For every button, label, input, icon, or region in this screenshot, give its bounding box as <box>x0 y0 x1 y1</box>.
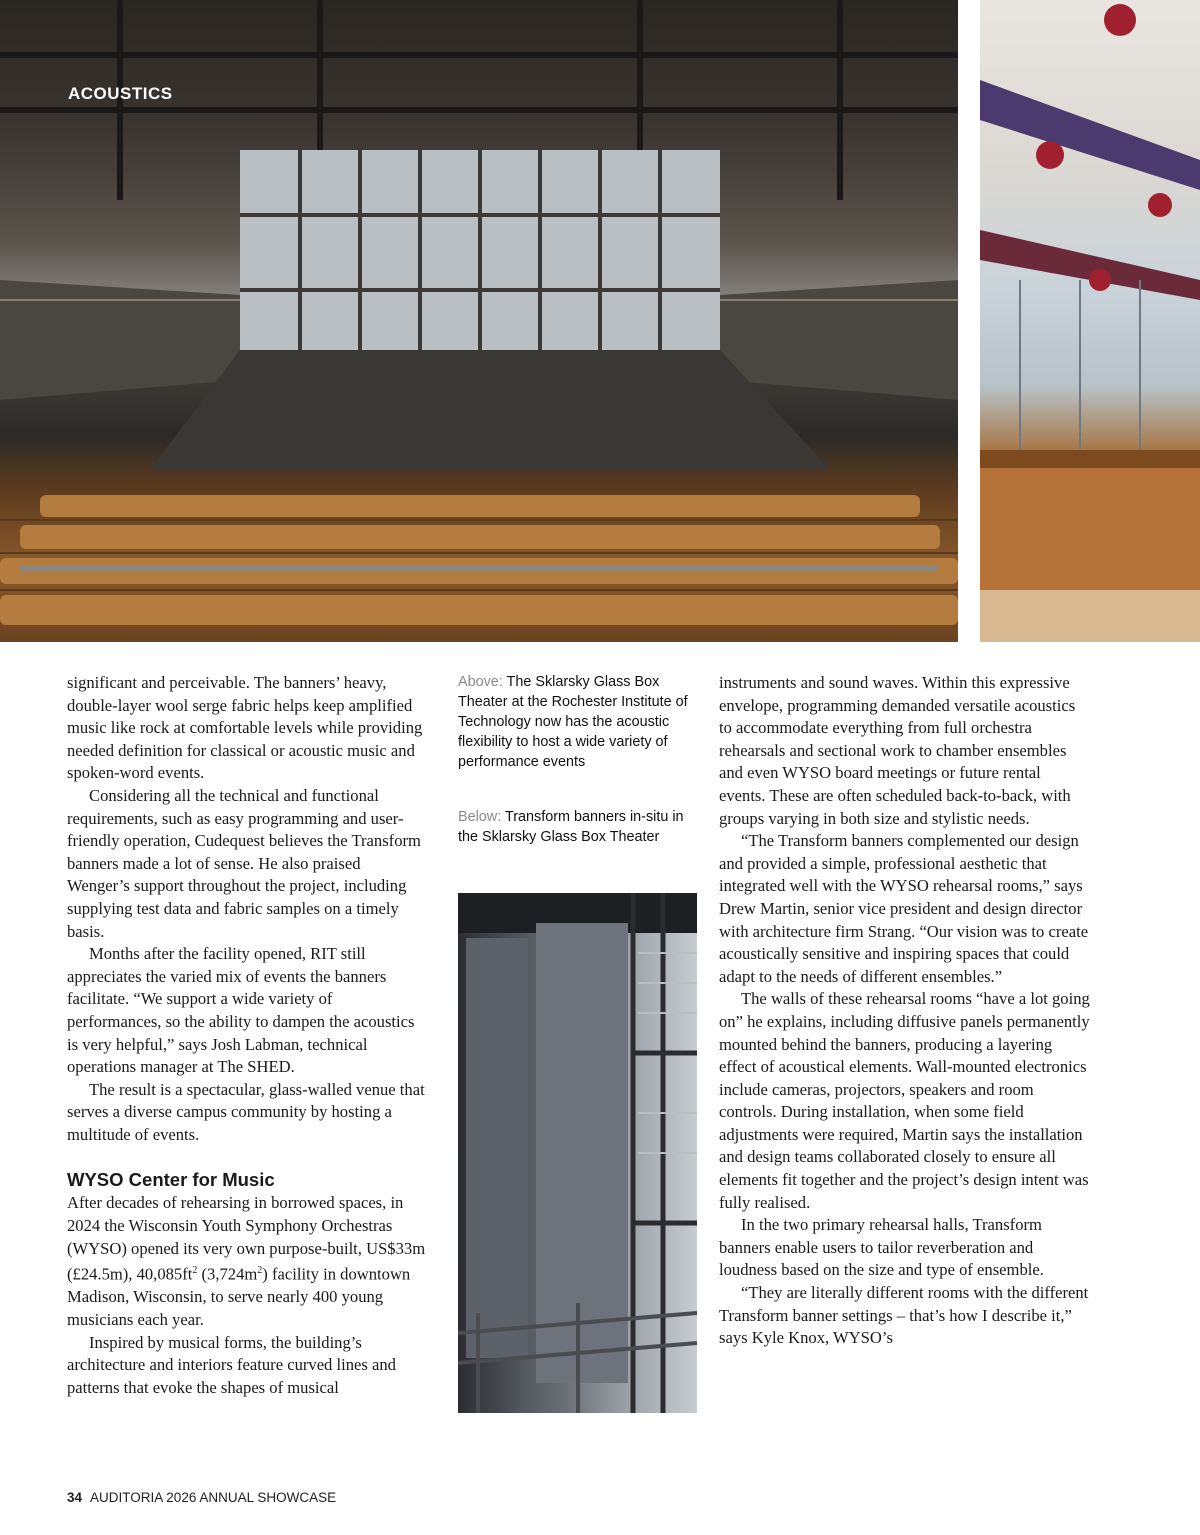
p5-part-a: After decades of rehearsing in borrowed spaces, in 2024 the Wisconsin Youth Symphony Orchestras (WYSO) opened its very own purpose-built, US$33m (£24.5m), 40,085ft <box>67 1193 426 1284</box>
caption-below-lead: Below: <box>458 809 502 825</box>
right-paragraph-5: “They are literally different rooms with the different Transform banner settings – that’s how I describe it,” says Kyle Knox, WYSO’s <box>719 1283 1089 1348</box>
rehearsal-hall-illustration <box>980 0 1200 642</box>
left-paragraph-5 <box>67 1192 427 1331</box>
right-paragraph-3: The walls of these rehearsal rooms “have a lot going on” he explains, including diffusive panels permanently mounted behind the banners, producing a layering effect of acoustical elements. Wall-mounted electronics include cameras, projectors, speakers and room controls. During installation, when some field adjustments were required, Martin says the installation and design teams collaborated closely to ensure all elements fit together and the project’s design intent was fully realised. <box>719 989 1090 1212</box>
section-label: ACOUSTICS <box>68 84 173 103</box>
rehearsal-hall-photo <box>980 0 1200 642</box>
caption-below <box>458 807 690 847</box>
caption-above <box>458 672 690 772</box>
caption-above-lead: Above: <box>458 674 503 690</box>
left-paragraph-3: Months after the facility opened, RIT still appreciates the varied mix of events the banners facilitate. “We support a wide variety of performances, so the ability to dampen the acoustics is very helpful,” says Josh Labman, technical operations manager at The SHED. <box>67 944 415 1077</box>
banners-photo <box>458 893 697 1413</box>
subheading-wyso: WYSO Center for Music <box>67 1169 275 1191</box>
caption-below-text: Transform banners in-situ in the Sklarsky Glass Box Theater <box>458 809 684 845</box>
p5-part-b: (3,724m <box>197 1264 258 1284</box>
p5-superscript-2: 2 <box>257 1265 263 1277</box>
right-paragraph-1: instruments and sound waves. Within this expressive envelope, programming demanded versatile acoustics to accommodate everything from full orchestra rehearsals and sectional work to chamber ensembles and even WYSO board meetings or future rental events. These are often scheduled back-to-back, with groups varying in both size and stylistic needs. <box>719 673 1076 828</box>
caption-above-text: The Sklarsky Glass Box Theater at the Rochester Institute of Technology now has the acoustic flexibility to host a wide variety of performance events <box>458 674 688 770</box>
publication-name: AUDITORIA 2026 ANNUAL SHOWCASE <box>90 1490 337 1505</box>
left-column <box>67 672 427 1399</box>
left-paragraph-1: significant and perceivable. The banners’ heavy, double-layer wool serge fabric helps keep amplified music like rock at comfortable levels while providing needed definition for classical or acoustic music and spoken-word events. <box>67 673 423 783</box>
left-paragraph-2: Considering all the technical and functional requirements, such as easy programming and user-friendly operation, Cudequest believes the Transform banners made a lot of sense. He also praised Wenger’s support throughout the project, including supplying test data and fabric samples on a timely basis. <box>67 785 421 941</box>
left-paragraph-4: The result is a spectacular, glass-walled venue that serves a diverse campus community by hosting a multitude of events. <box>67 1079 425 1144</box>
p5-part-c: ) facility in downtown Madison, Wisconsin, to serve nearly 400 young musicians each year. <box>67 1264 411 1329</box>
page-footer <box>67 1490 336 1505</box>
right-column <box>719 672 1091 1350</box>
left-paragraph-6: Inspired by musical forms, the building’s architecture and interiors feature curved lines and patterns that evoke the shapes of musical <box>67 1332 396 1397</box>
banners-illustration <box>458 893 697 1413</box>
p5-superscript-1: 2 <box>192 1265 198 1277</box>
right-paragraph-4: In the two primary rehearsal halls, Transform banners enable users to tailor reverberation and loudness based on the size and type of ensemble. <box>719 1215 1044 1280</box>
right-paragraph-2: “The Transform banners complemented our design and provided a simple, professional aesthetic that integrated well with the WYSO rehearsal rooms,” says Drew Martin, senior vice president and design director with architecture firm Strang. “Our vision was to create acoustically sensitive and inspiring spaces that could adapt to the needs of different ensembles.” <box>719 831 1089 986</box>
page-number: 34 <box>67 1490 83 1505</box>
theater-photo <box>0 0 958 642</box>
